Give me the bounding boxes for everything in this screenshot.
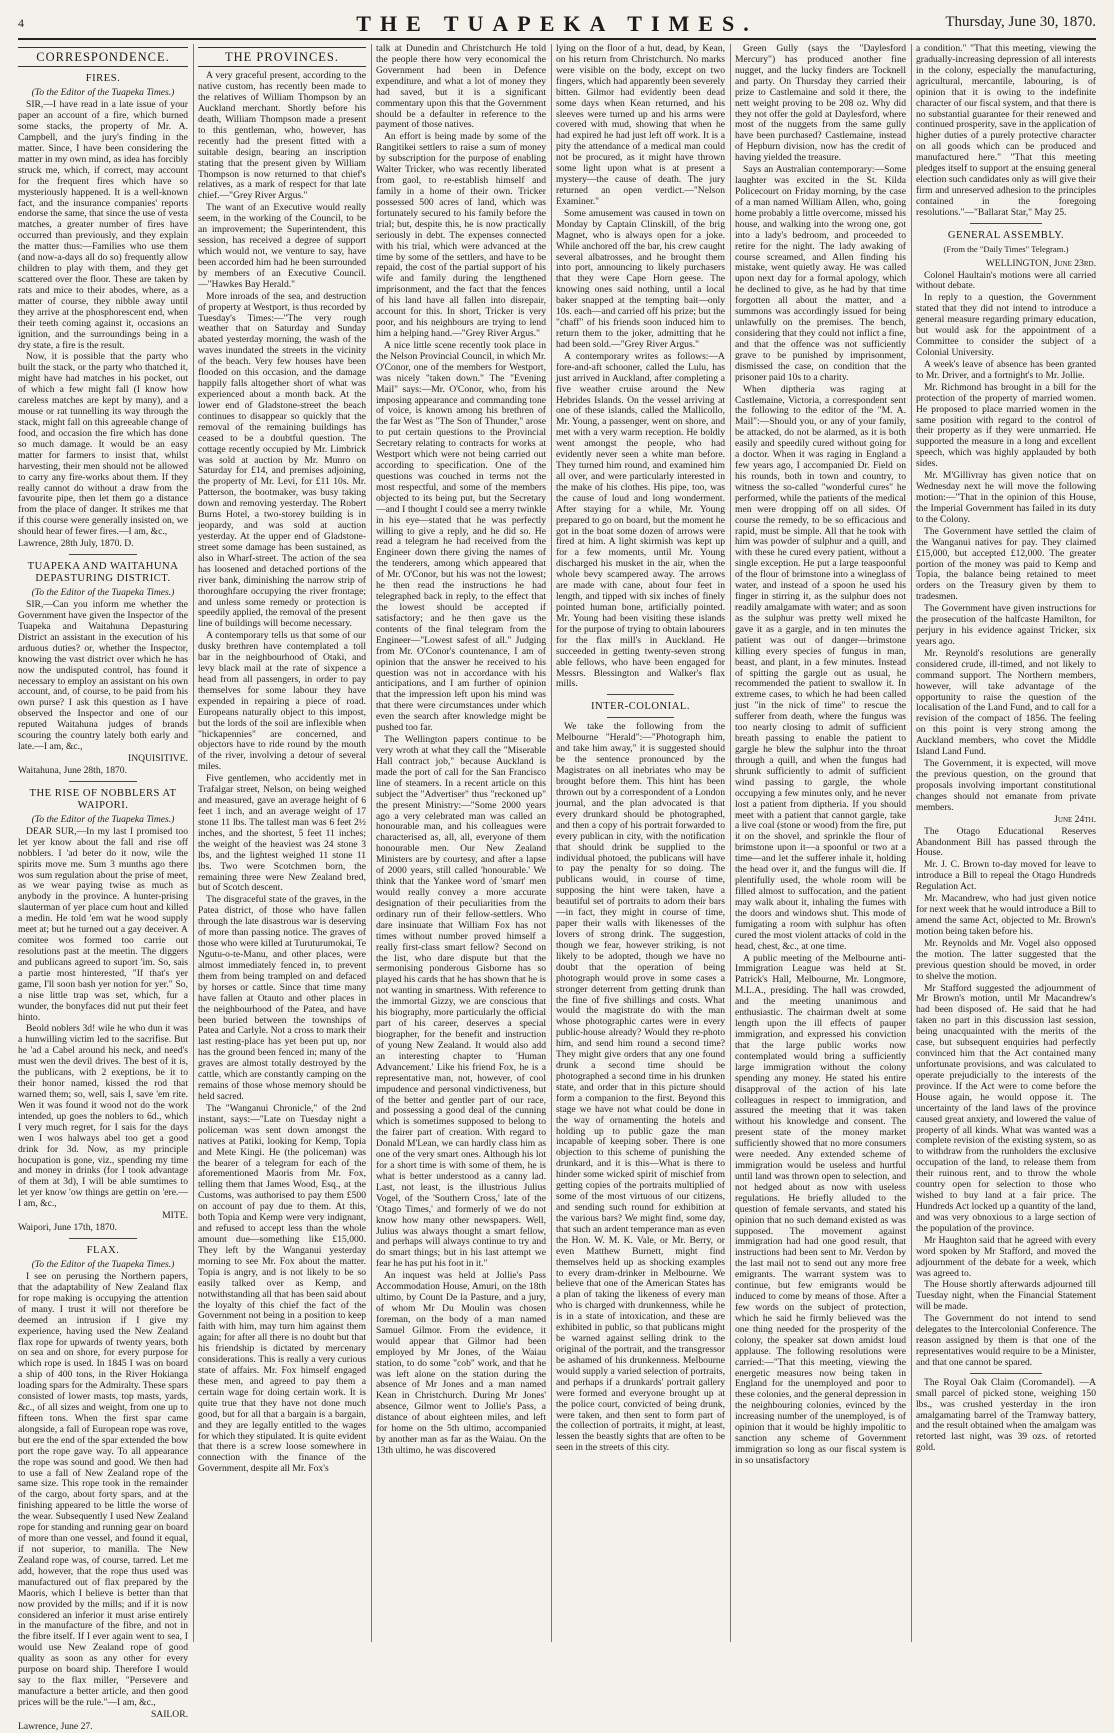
article-paragraph: An effort is being made by some of the Rangitikei settlers to raise a sum of money by subscription for the purpose of enabling Walter Tricker, who was recently liberated from gaol, to re-establish himself and family in a home of their own. Tricker possessed 500 acres of land, which was fortunately secured to his family before the trial; but, despite this, he is now practically seriously in debt. The expenses connected with his trial, which were advanced at the time by some of the settlers, and have to be repaid, the cost of the partial support of his wife and family during the lengthened imprisonment, and the fact that the fences of his land have all fallen into disrepair, account for this. In short, Tricker is very poor, and his neighbours are trying to lend him a helping hand.—"Grey River Argus." [376, 131, 546, 339]
column-4 [556, 44, 725, 1642]
letter-signoff: Lawrence, 28th July, 1870. D. [18, 538, 134, 550]
letter-title-tuapeka: TUAPEKA AND WAITAHUNA DEPASTURING DISTRICT. [27, 561, 179, 585]
letter-signature: MITE. [162, 1210, 188, 1222]
article-paragraph: Mr. Reynold's resolutions are generally considered crude, ill-timed, and not likely to command support. The Northern members, however, will take advantage of the opportunity to raise the question of the localisation of the Land Fund, and to call for a revision of the compact of 1856. The feeling on this point is very strong among the Auckland members, who covet the Middle Island Land Fund. [916, 647, 1096, 758]
letter-signoff: Waitahuna, June 28th, 1870. [18, 764, 128, 776]
issue-date: Thursday, June 30, 1870. [945, 14, 1096, 30]
letter-title-fires: FIRES. [85, 73, 121, 85]
article-paragraph: Some amusement was caused in town on Monday by Captain Clinskill, of the brig Magnet, who is always open for a joke. While anchored off the bar, his crew caught several albatrosses, and he brought them into port, announcing to likely purchasers that they were Cape Horn geese. The knowing ones said nothing, until a local baker snapped at the tempting bait—only 10s. each—and carried off his prize; but the "chaff" of his friends soon induced him to return them to the joker, admitting that he had been sold.—"Grey River Argus." [556, 207, 725, 350]
article-paragraph: Says an Australian contemporary:—Some laughter was excited in the St. Kilda Policecourt on Friday morning, by the case of a man named William Allen, who, going home probably a little overcome, missed his house, and walking into the wrong one, got into a lady's bedroom, and proceeded to retire for the night. The lady awaking of course screamed, and Allen finding his mistake, went quietly away. He was called upon next day for a formal apology, which he declined to give, as he had by that time forgotten all about the matter, and a summons was accordingly issued for being unlawfully on the premises. The bench, considering that they could not inflict a fine, and that the offence was not sufficiently grave to be punished by imprisonment, dismissed the case, on condition that the prisoner paid 10s to a charity. [735, 164, 906, 383]
article-paragraph: A very graceful present, according to the native custom, has recently been made to the relatives of William Thompson by an Auckland merchant. Shortly before his death, William Thompson made a present to this gentleman, who, however, has recently had the present fitted with a suitable design, bearing an inscription stating that the present given by William Thompson is now returned to that chief's relatives, as a mark of respect for that late chief.—"Grey River Argus." [198, 70, 366, 202]
letter-paragraph: Beold noblers 3d! wile he who dun it was a hunwilling victim led to the sacrifise. But he 'ad a Cabel around his neck, and need's must wen the devil drives. The best of it is, the publicans, with 2 exeptions, be it to their honor named, kissed the rod that warned them; so, well, sais I, save 'em rite. Wen it was found it wood not do the work intended, up goes the noblers to 6d., which I very much regret, for I sais for the days wen I wos halways abel too get a good drink for 3d. Now, as my principle hocupation is gone, viz., spending my time and money in drinks (for I took advantage of them at 3d), I will be able sumtimes to let yer know 'ow things are gettin on 'ere.—I am, &c., [18, 1023, 188, 1210]
letter-byline: (To the Editor of the Tuapeka Times.) [31, 1259, 175, 1271]
article-paragraph: A week's leave of absence has been granted to Mr. Driver, and a fortnight's to Mr. Jollie. [916, 358, 1096, 381]
article-paragraph: The want of an Executive would really seem, in the working of the Council, to be an improvement; the Superintendent, this session, has received a degree of support which would not, we venture to say, have been accorded him had he been surrounded by members of an Executive Council.—"Hawkes Bay Herald." [198, 202, 366, 290]
article-paragraph: When diptheria was raging at Castlemaine, Victoria, a correspondent sent the following to the editor of the "M. A. Mail":—Should you, or any of your family, be attacked, do not be alarmed, as it is both easily and speedily cured without going for a doctor. When it was raging in England a few years ago, I accompanied Dr. Field on his rounds, both in town and country, to witness the so-called "wonderful cures" he performed, while the patients of the medical men were dropping off on all sides. Of course the remedy, to be so efficacious and rapid, must be simple. All that he took with him was powder of sulphur and a quill, and with these he cured every patient, without a single exception. He put a large teaspoonful of the flour of brimstone into a wineglass of water, and instead of a spoon he used his finger in stirring it, as the sulphur does not readily amalgamate with water; and as soon as the sulphur was pretty well mixed he gave it as a gargle, and in ten minutes the patient was out of danger—brimstone killing every species of fungus in man, beast, and plant, in a few minutes. Instead of spitting the gargle out as usual, he recommended the patient to swallow it. In extreme cases, to which he had been called just "in the nick of time" to rescue the sufferer from death, where the fungus was too nearly closing to admit of sufficient breath passing to enable the patient to gargle he blew the sulphur into the throat through a quill, and when the fungus had shrunk sufficiently to admit of sufficient wind passing to gargle, the whole occupying a few minutes only, and he never lost a patient from diptheria. If you should meet with a patient that cannot gargle, take a live coal (stone or wood) from the fire, put it on the shovel, and sprinkle the flour of brimstone upon it—a spoonful or two at a time—and let the sufferer inhale it, holding the head over it, and the fungus will die. If plentifully used, the whole room will be filled almost to suffocation, and the patient may walk about it, inhaling the fumes with the doors and windows shut. This mode of fumigating a room with sulphur has often cured the most violent attacks of cold in the head, chest, &c., at one time. [735, 383, 906, 952]
article-separator [607, 694, 675, 695]
section-heading-correspondence: CORRESPONDENCE. [18, 47, 188, 67]
letter-byline: (To the Editor of the Tuapeka Times.) [31, 813, 175, 825]
column-divider [551, 44, 552, 1642]
article-paragraph: lying on the floor of a hut, dead, by Kean, on his return from Christchurch. No marks were visible on the body, except on two fingers, which had apparently been severely bitten. Gilmor had evidently been dead some days when Kean returned, and his sleeves were turned up and his arms were covered with mud, showing that when he had expired he had just left off work. It is a pity the attendance of a medical man could not be procured, as it might have thrown some light upon what is at present a mystery—the cause of death. The jury returned an open verdict.—"Nelson Examiner." [556, 43, 725, 207]
article-paragraph: The Government, it is expected, will move the previous question, on the ground that proposals involving important constitutional changes should not emanate from private members. [916, 758, 1096, 813]
telegram-source: (From the "Daily Times" Telegram.) [943, 243, 1069, 254]
section-heading-provinces: THE PROVINCES. [198, 47, 366, 67]
article-paragraph: The Government have given instructions for the prosecution of the halfcaste Hamilton, for perjury in his evidence against Tricker, six years ago. [916, 603, 1096, 647]
letter-paragraph: Now, it is possible that the party who built the stack, or the party who thatched it, might have had matches in his pocket, out of which a few might fall (I know how careless matches are kept by many), and a mouse or rat tunnelling its way through the stack, might fall on this agreeable change of food, and occasion the fire which has done so much damage. It would be an easy matter for farmers to insist that, whilst harvesting, their men should not be allowed to carry any fire-works about them. If they really cannot do without a draw from the favourite pipe, then let them go a distance from the place of danger. It strikes me that if this course were generally insisted on, we should hear of fewer fires.—I am, &c., [18, 351, 188, 538]
letter-signoff: Lawrence, June 27. [18, 1720, 93, 1732]
masthead [18, 8, 1096, 40]
article-separator [69, 781, 137, 782]
article-paragraph: Mr Stafford suggested the adjournment of Mr Brown's motion, until Mr Macandrew's had been disposed of. He said that he had taken no part in this discussion last session, being unacquainted with the merits of the case, but subsequent enquiries had perfectly convinced him that the Act contained many unfortunate provisions, and was calculated to operate prejudicially to the interests of the province. If the Act were to come before the House again, he would oppose it. The uncertainty of the land laws of the province caused great anxiety, and lowered the value of property of all kinds. What was wanted was a complete revision of the existing system, so as to withdraw from the runholders the exclusive occupation of the land, to release them from their ruinous rent, and to throw the whole country open for selection to those who wished to buy land at a fair price. The Hundreds Act locked up a quantity of the land, and was very obnoxious to a large section of the population of the province. [916, 982, 1096, 1234]
article-paragraph: The Otago Educational Reserves Abandonment Bill has passed through the House. [916, 825, 1096, 859]
article-paragraph: a condition." "That this meeting, viewing the gradually-increasing depression of all interests in the colony, especially the manufacturing, agricultural, mercantile, labouring, is of opinion that it is owing to the indefinite character of our fiscal system, and that there is no substantial guarantee for their renewed and continued prosperity, save in the application of higher duties of a purely protective character on all goods which can be produced and manufactured here." "That this meeting pledges itself to support at the ensuing general election such candidates only as will give their firm and unreserved adhesion to the principles contained in the foregoing resolutions."—"Ballarat Star," May 25. [916, 43, 1096, 218]
letter-signature: INQUISITIVE. [128, 752, 188, 764]
column-divider [730, 44, 731, 1642]
dateline: WELLINGTON, June 23rd. [985, 257, 1096, 269]
letter-byline: (To the Editor of the Tuapeka Times.) [31, 87, 175, 99]
article-separator [69, 554, 137, 555]
page-number: 4 [18, 16, 24, 30]
article-separator [69, 1238, 137, 1239]
article-separator [970, 223, 1042, 224]
letter-paragraph: DEAR SUR,—In my last I promised too let yer know about the fall and rise off nobblers. I 'ad beter do it now, wile the spirits move me. Sum 3 munths ago there wos sum regulation about the prise of meet, as we wear paying twise as much as anybody in the province. A hunter-prising slauterman of yer place cum hout and killed a medin. He told 'em wat he wood supply meet at; but he turned out a gay deceiver. A comitee wos formed too carrie out resolutions past at the meetin. The diggers and publicans agreed to suport 'im. So, sais a partie most hinterested, "If that's yer game, I'll soon bash yer notion for yer." So, a nise little trap was set, which, fur a wunder, the bonyfaces did nut put their feet hinto. [18, 825, 188, 1023]
article-paragraph: A public meeting of the Melbourne anti-Immigration League was held at St. Patrick's Hall, Melbourne, Mr. Longmore, M.L.A., presiding. The hall was crowded, and the meeting unanimous and enthusiastic. The chairman dwelt at some length upon the ill effects of pauper immigration, and expressed his conviction that the large public works now contemplated would bring a sufficiently large immigration without the colony spending any money. He stated his entire disapproval of the action of his late colleagues in respect to immigration, and assured the meeting that it was taken without his knowledge and consent. The present state of the money market sufficiently showed that no more consumers were needed. Any extended scheme of immigration would be useless and hurtful until land was thrown open to selection, and not hedged about as now with useless regulations. He briefly alluded to the question of female servants, and stated his opinion that no such demand existed as was supposed. The movement against immigration had had one good result, that instructions had been sent to Mr. Verdon by the last mail not to send out any more free emigrants. The warrant system was to continue, but few emigrants would be induced to come by means of those. After a few words on the subject of protection, which he said he firmly believed was the one thing needed for the prosperity of the colony, the speaker sat down amidst loud applause. The following resolutions were carried:—"That this meeting, viewing the energetic measures now being taken in England for the unemployed and poor to these colonies, and the general depression in the neighbouring colonies, evinced by the increasing number of the unemployed, is of opinion that it would be highly impolitic to sanction any scheme of Government immigration so long as our fiscal system is in so unsatisfactory [735, 952, 906, 1466]
article-paragraph: We take the following from the Melbourne "Herald":—"Photograph him, and take him away," it is suggested should be the sentence pronounced by the Magistrates on all inebriates who may be brought before them. This hint has been thrown out by a correspondent of a London journal, and the plan advocated is that every drunkard should be photographed, and then a copy of his portrait forwarded to every publican in city, with the notification that should drink be supplied to the individual photoed, the publicans will have to pay the penalty for so doing. The publicans would, in course of time, supposing the hint were taken, have a beautiful set of portraits to adorn their bars—in fact, they might in course of time, paper their walls with likenesses of the lovers of strong drink. The suggestion, though we fear, however striking, is not likely to be adopted, though we have no doubt that the operation of being photograph would prove in some cases a stronger deterrent from getting drunk than the fine of five shillings and costs. What would the magistrate do with the man whose photographic cartes were in every public-house already? Would they re-photo him, and send him round a second time? They might give orders that any one found drunk a second time should be photographed a second time in his drunken state, and order that in this picture should form a companion to the first. Beyond this stage we have not what could be done in the way of ornamenting the hotels and holding up to public gaze the man incapable of keeping sober. There is one objection to this scheme of punishing the drunkard, and it is this—What is there to hinder some wicked spirit of mischief from getting copies of the portraits multiplied of some of the most virtuous of our citizens, and sending such round for exhibition at the various bars? We might find, some day, that such an ardent temperance man as even the Hon. W. M. K. Vale, or Mr. Berry, or even Matthew Burnett, might find themselves held up as shocking examples to every dram-drinker in Melbourne. We believe that one of the American States has a plan of taking the likeness of every man who is charged with drunkenness, while he is in a state of intoxication, and these are exhibited in public, so that publicans might be warned against selling drink to the original of the portrait, and the transgressor be ashamed of his drunkenness. Melbourne would supply a varied selection of portraits, and perhaps if a drunkards' portrait gallery were formed and everyone brought up at the police court, convicted of being drunk, were taken, and then sent to form part of the collection of portraits, it might, at least, lessen the beastly sights that are often to be seen in the streets of this city. [556, 721, 725, 1454]
article-paragraph: Mr. J. C. Brown to-day moved for leave to introduce a Bill to repeal the Otago Hundreds Regulation Act. [916, 859, 1096, 893]
letter-paragraph: SIR,—I have read in a late issue of your paper an account of a fire, which burned some stacks, the property of Mr. A. Campbell, and the jury's finding in the matter. Since, I have been considering the matter in my own mind, as idea has forcibly struck me, which, if correct, may account for the frequent fires which have so mysteriously happened. It is a well-known fact, and the insurance companies' reports endorse the same, that since the use of vesta matches, a greater number of fires have occurred than previously, and they explain the matter thus:—Families who use them (and now-a-days all do so) frequently allow children to play with them, and they get scattered over the floor. These are taken by rats and mice to their abodes, where, as a matter of course, they nibble away until they arrive at the phosphorescent end, when their teeth coming against it, occasions an ignition, and the surroundings being in a dry state, a fire is the result. [18, 99, 188, 351]
column-1 [18, 44, 188, 1732]
article-paragraph: In reply to a question, the Government stated that they did not intend to introduce a general measure regarding primary education, but would ask for the appointment of a Committee to consider the subject of a Colonial University. [916, 292, 1096, 358]
column-divider [193, 44, 194, 1642]
section-heading-general-assembly: GENERAL ASSEMBLY. [947, 229, 1065, 241]
article-paragraph: Mr. Richmond has brought in a bill for the protection of the property of married women. He proposed to place married women in the same position with regard to the control of their property as if they were unmarried. He supported the measure in a long and excellent speech, which was highly applauded by both sides. [916, 381, 1096, 470]
article-paragraph: Mr. Reynolds and Mr. Vogel also opposed the motion. The latter suggested that the previous question should be moved, in order to shelve the motion. [916, 937, 1096, 982]
article-paragraph: A contemporary writes as follows:—A fore-and-aft schooner, called the Lulu, has just arrived in Auckland, after completing a five weather cruise around the New Hebrides Islands. On the vessel arriving at one of these islands, called the Mallicollo, Mr. Young, a passenger, went on shore, and met with a very warm reception. He boldly went amongst the people, who had evidently never seen a white man before. They turned him round, and examined him all over, and were particularly interested in the make of his clothes. His pipe, too, was the cause of loud and long wonderment. After staying for a while, Mr. Young prepared to go on board, but the moment he got in the boat some dozen of arrows were fired at him. A light skirmish was kept up for a few moments, until Mr. Young discharged his musket in the air, when the whole bevy scampered away. The arrows are made with cane, about four feet in length, and tipped with six inches of finely pointed human bone, artificially pointed. Mr. Young had been visiting these islands for the purpose of trying to obtain labourers for the flax mill's in Auckland. He succeeded in getting twenty-seven strong able fellows, who have been engaged for Messrs. Blessington and Walker's flax mills. [556, 350, 725, 690]
article-paragraph: Mr. M'Gillivray has given notice that on Wednesday next he will move the following motion:—"That in the opinion of this House, the Imperial Government has failed in its duty to the Colony. [916, 470, 1096, 525]
letter-paragraph: SIR,—Can you inform me whether the Government have given the Inspector of the Tuapeka and Waitahuna Depasturing District an assistant in the execution of his arduous duties? or, whether the Inspector, knowing the vast district over which he has now the undisputed control, has found it necessary to employ an assistant on his own account, and, of course, to be paid from his own purse? I ask this question as I have observed the Inspector and one of our reputed Waitahuna judges of brands scouring the country lately both early and late.—I am, &c., [18, 599, 188, 753]
column-3 [376, 44, 546, 1642]
article-paragraph: The House shortly afterwards adjourned till Tuesday night, when the Financial Statement will be made. [916, 1279, 1096, 1313]
article-paragraph: The "Wanganui Chronicle," of the 2nd instant, says:—"Late on Tuesday night a policeman was sent down amongst the natives at Patiki, looking for Kemp, Topia and Mete Kingi. He (the policeman) was the bearer of a telegram for each of the aforementioned Maoris from Mr. Fox, telling them that James Wood, Esq., at the Customs, was authorised to pay them £500 on account of pay due to them. At this, both Topia and Kemp were very indignant, and refused to accept less than the whole amount due—something like £15,000. They left by the Wanganui yesterday morning to see Mr. Fox about the matter. Topia is angry, and is not likely to be so easily talked over as Kemp, and notwithstanding all that has been said about the loyalty of this chief the fact of the Government not being in a position to keep faith with him, may turn him against them again; for after all there is no doubt but that his friendship is dictated by mercenary considerations. This is really a very curious state of affairs. Mr. Fox himself engaged these men, and agreed to pay them a certain wage for doing certain work. It is quite true that they have not done much good, but for all that a bargain is a bargain, and they are legally entitled to the wages for which they stipulated. It is quite evident that there is a screw loose somewhere in connection with the finance of the Government, despite all Mr. Fox's [198, 1102, 366, 1475]
column-divider [911, 44, 912, 1642]
article-paragraph: The Royal Oak Claim (Coromandel). —A small parcel of picked stone, weighing 150 lbs., was crushed yesterday in the iron amalgamating barrel of the Tramway battery, and the result obtained when the amalgam was retorted last night, was 39 ozs. of retorted gold. [916, 1376, 1096, 1454]
article-paragraph: The Wellington papers continue to be very wroth at what they call the "Miserable Hall contract job," because Auckland is made the port of call for the San Francisco line of steamers. In a recent article on this subject the "Advertiser" thus "reckoned up" the present Ministry:—"Some 2000 years ago a very celebrated man was called an honourable man, and his colleagues were characterised as, all, all, everyone of them honourable men. Our New Zealand Ministers are by courtesy, and after a lapse of 2000 years, still called 'honourable.' We think that the Yankee word of 'smart' men would really convey a more accurate designation of their peculiarities from the ordinary run of their fellow-settlers. Who dare insinuate that William Fox has not times without number proved himself a really first-class smart fellow? Second on the list, who dare dispute but that the sermonising ponderous Gisborne has so played his cards that he has shown that he is not wanting in smartness. With reference to the immortal Gizzy, we are conscious that his biography, more particularly the official part of his career, deserves a special biographer, for the benefit and instruction of young New Zealand. It would also add an interesting chapter to 'Human Advancement.' Like his friend Fox, he is a representative man, not, however, of cool impudence and personal vindictiveness, but of the better and gentler part of our race, and possessing a good deal of the cunning which is sometimes supposed to belong to the fairer part of creation. With regard to Donald M'Lean, we can hardly class him as one of the very smart ones. Although his lot for a short time is with some of them, he is what is better understood as a canny lad. Last, not least, is the illustrious Julius Vogel, of the 'Southern Cross,' late of the 'Otago Times,' and formerly of we do not know how many other newspapers. Well, Julius was always thought a smart fellow, and perhaps will always continue to try and do smart things; but in his last attempt we fear he has put his foot in it." [376, 734, 546, 1270]
newspaper-title: THE TUAPEKA TIMES. [356, 11, 758, 36]
column-5 [735, 44, 906, 1642]
article-paragraph: An inquest was held at Jollie's Pass Accommodation House, Amuri, on the 18th ultimo, by Count De la Pasture, and a jury, of whom Mr Du Moulin was chosen foreman, on the body of a man named Samuel Gilmor. From the evidence, it would appear that Gilmor had been employed by Mr Jones, of the Waiau station, to do some "cob" work, and that he was left alone on the station during the absence of Mr Jones and a man named Kean in Christchurch. During Mr Jones' absence, Gilmor went to Jollie's Pass, a distance of about eighteen miles, and left for home on the 5th ultimo, accompanied by another man as far as the Waiau. On the 13th ultimo, he was discovered [376, 1270, 546, 1456]
article-paragraph: Mr Haughton said that he agreed with every word spoken by Mr Stafford, and moved the adjournment of the debate for a week, which was agreed to. [916, 1234, 1096, 1279]
article-paragraph: Five gentlemen, who accidently met in Trafalgar street, Nelson, on being weighed and measured, gave an average height of 6 feet 1 inch, and an average weight of 17 stone 11 lbs. The tallest man was 6 feet 2½ inches, and the shortest, 5 feet 11 inches; the weight of the heaviest was 24 stone 3 lbs, and the lightest weighed 11 stone 11 lbs. Two were Scotchmen born, the remaining three were New Zealand bred, but of Scotch descent. [198, 773, 366, 894]
article-paragraph: Green Gully (says the "Daylesford Mercury") has produced another fine nugget, and the lucky finders are Tocknell and party. On Thursday they carried their prize to Castlemaine and sold it there, the nett weight proving to be 208 oz. Why did they not offer the gold at Daylesford, where most of the nuggets from the same gully have been purchased? Castlemaine, instead of Hepburn division, now has the credit of having yielded the treasure. [735, 43, 906, 164]
article-separator [607, 717, 675, 718]
article-paragraph: talk at Dunedin and Christchurch He told the people there how very economical the Government had been in Defence expenditure, and what a lot of money they had saved, but it is a significant commentary upon this that the Government should be a defaulter in reference to the payment of those natives. [376, 43, 546, 131]
letter-signoff: Waipori, June 17th, 1870. [18, 1222, 117, 1234]
article-paragraph: The Government do not intend to send delegates to the Intercolonial Conference. The reason assigned by them is that one of the representatives would require to be a Minister, and that one cannot be spared. [916, 1313, 1096, 1368]
article-paragraph: A nice little scene recently took place in the Nelson Provincial Council, in which Mr. O'Conor, one of the members for Westport, was nicely "taken down." The "Evening Mail" says:—Mr. O'Conor, who, from his imposing appearance and commanding tone of voice, is known among his brethren of the far West as "The Son of Thunder," arose to put certain questions to the Provincial Secretary relating to contracts for works at Westport which were not being carried out according to specification. One of the questions was couched in terms not the most respectful, and some of the members objected to its being put, but the Secretary—and I thought I could see a merry twinkle in his eye—stated that he was perfectly willing to give a reply, and he did so. He read a telegram he had received from the Engineer down there giving the names of the tenderers, among which appeared that of Mr. O'Conor, but his was not the lowest; he then read the instructions he had telegraphed back in reply, to the effect that the lowest should be accepted if satisfactory; and he then gave us the contents of the final telegram from the Engineer—"Lowest safest of all." Judging from Mr. O'Conor's countenance, I am of opinion that the answer he received to his question was not in accordance with his anticipations, and I am further of opinion that the impression left upon his mind was that there were circumstances under which even the search after knowledge might be pushed too far. [376, 339, 547, 734]
letter-signature: SAILOR. [150, 1708, 188, 1720]
article-separator [970, 1373, 1042, 1374]
article-paragraph: More inroads of the sea, and destruction of property at Westport, is thus recorded by Tuesday's Times:—"The very rough weather that on Saturday and Sunday abated yesterday morning, the wash of the waves inundated the streets in the vicinity of the beach. Very few houses have been flooded on this occasion, and the damage happily falls altogether short of what was experienced about a month back. At the lower end of Gladstone-street the beach continues to disappear so quickly that the removal of the remaining buildings has ceased to be a doubtful question. The cottage recently occupied by Mr. Limbrick was sold at auction by Mr. Munro on Saturday for £14, and premises adjoining, the property of Mr. Levi, for £11 10s. Mr. Patterson, the bootmaker, was busy taking down and removing yesterday. The Robert Burns Hotel, a two-storey building is in jeopardy, and was sold at auction yesterday. At the upper end of Gladstone-street some damage has been sustained, as also in Wharf-street. The action of the sea has loosened and detached portions of the river bank, diminishing the narrow strip of thoroughfare occupying the river frontage; and unless some remedy or protection is speedily applied, the removal of the present line of buildings will become necessary. [198, 290, 366, 630]
letter-title-nobblers: THE RISE OF NOBBLERS AT WAIPORI. [29, 787, 177, 811]
section-heading-intercolonial: INTER-COLONIAL. [590, 701, 690, 713]
article-paragraph: Colonel Haultain's motions were all carried without debate. [916, 269, 1096, 292]
letter-title-flax: FLAX. [86, 1244, 120, 1256]
article-paragraph: The disgraceful state of the graves, in the Patea district, of those who have fallen through the late disastrous war is deserving of more than passing notice. The graves of those who were killed at Turuturumokai, Te Ngutu-o-te-Manu, and other places, were almost immediately fenced in, to prevent them from being trampled on and defaced by horses or cattle. Since that time many have fallen at Otauto and other places in the neighbourhood of the Patea, and have been buried between the townships of Patea and Carlyle. Not a cross to mark their last resting-place has yet been put up, nor has the ground been fenced in; many of the graves are almost totally destroyed by the cattle, which are constantly camping on the remains of those whose memory should be held sacred. [198, 894, 366, 1102]
letter-byline: (To the Editor of the Tuapeka Times.) [31, 587, 175, 599]
letter-paragraph: I see on perusing the Northern papers, that the adaptability of New Zealand flax for rope making is occupying the attention of many. I trust it will not therefore be deemed an intrusion if I give my experience, having used the New Zealand flax rope for upwards of twenty years, both on sea and on shore, for every purpose for which rope is used. In 1845 I was on board a ship of 400 tons, in the River Hokianga loading spars for the Admiralty. These spars consisted of lower masts, top masts, yards, &c., of all sizes and weight, from one up to fifteen tons. When the first spar came alongside, a fall of European rope was rove, but ere the end of the spar extended the bow port the rope gave way. To all appearance the rope was sound and good. We then had to use a fall of New Zealand rope of the same size. This rope took in the remainder of the cargo, about forty spars, and at the finishing appeared to be little the worse of the wear. Subsequently I used New Zealand rope for standing and running gear on board of more than one vessel, and found it equal, if not superior, to manilla. The New Zealand rope was, of course, tarred. Let me add, however, that the rope thus used was manufactured out of flax prepared by the Maoris, which I believe is better than that now provided by the mills; and if it is now considered an inferior it must arise entirely in the manufacture of the fibre, and not in the fibre itself. If I ever again went to sea, I would use New Zealand rope of good quality as soon as any other for every purpose on board ship. Therefore I would say to the flax miller, "Persevere and manufacture a better article, and then good prices will be the rule."—I am, &c., [18, 1270, 188, 1708]
column-2 [198, 44, 366, 1642]
article-paragraph: Mr. Macandrew, who had just given notice for next week that he would introduce a Bill to amend the same Act, objected to Mr. Brown's motion being taken before his. [916, 893, 1096, 937]
dateline: June 24th. [1054, 813, 1096, 825]
column-divider [371, 44, 372, 1642]
article-paragraph: The Government have settled the claim of the Wanganui natives for pay. They claimed £15,000, but accepted £12,000. The greater portion of the money was paid to Kemp and Topia, the balance being retained to meet orders on the Treasury given by them to tradesmen. [916, 525, 1096, 603]
column-6 [916, 44, 1096, 1642]
article-paragraph: A contemporary tells us that some of our dusky brethren have contemplated a toll bar in the neighbourhood of Otaki, and levy black mail at the rate of sixpence a head from all passengers, in order to pay themselves for some labour they have expended in repairing a piece of road. Europeans naturally object to this impost, but the lords of the soil are inflexible when "hickapennies" are concerned, and objectors have to ride round by the mouth of the river, involving a detour of several miles. [198, 630, 366, 773]
